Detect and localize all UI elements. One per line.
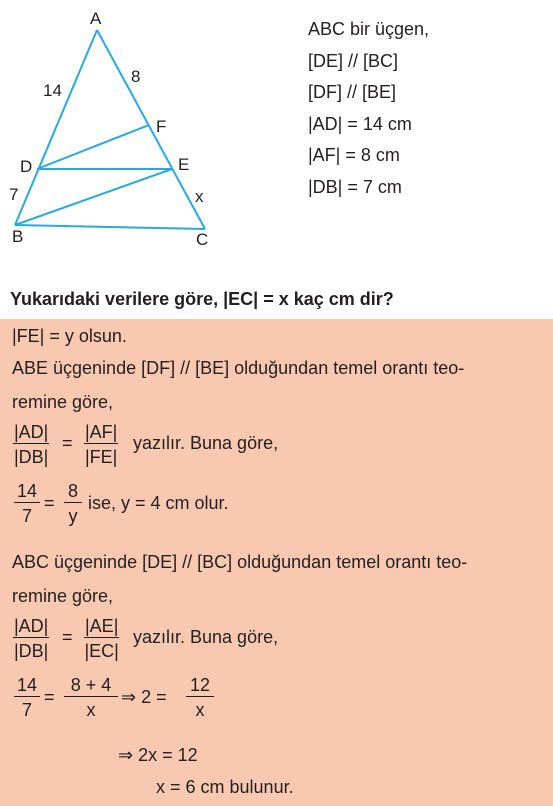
eq2-tail: ise, y = 4 cm olur. bbox=[88, 493, 229, 513]
eq3-fraction-right bbox=[84, 617, 119, 660]
eq3-fraction-left bbox=[13, 617, 49, 660]
eq2-numerator-left: 14 bbox=[14, 482, 40, 503]
para1-line2: remine göre, bbox=[12, 392, 114, 412]
eq3-numerator-left: |AD| bbox=[14, 616, 49, 636]
vertex-d-label: D bbox=[20, 157, 33, 176]
eq3-numerator-right: |AE| bbox=[85, 616, 119, 636]
eq4-implies: ⇒ 2 = bbox=[121, 687, 167, 707]
vertex-a-label: A bbox=[90, 9, 102, 28]
eq4-fraction-right bbox=[186, 676, 214, 719]
question-text: Yukarıdaki verilere göre, |EC| = x kaç cm dir? bbox=[10, 289, 394, 309]
given-4: |AD| = 14 cm bbox=[308, 113, 412, 134]
eq1-denominator-right: |FE| bbox=[85, 447, 118, 467]
para2-line1: ABC üçgeninde [DE] // [BC] olduğundan temel orantı teo- bbox=[12, 552, 468, 572]
eq1-numerator-left: |AD| bbox=[14, 422, 49, 442]
eq2-numerator-right: 8 bbox=[64, 482, 82, 503]
vertex-f-label: F bbox=[156, 117, 167, 136]
para1-line1: ABE üçgeninde [DF] // [BE] olduğundan temel orantı teo- bbox=[12, 358, 465, 378]
eq1-equals: = bbox=[62, 433, 73, 453]
eq4-denominator-left: 7 bbox=[21, 700, 32, 720]
given-1: ABC bir üçgen, bbox=[308, 19, 430, 39]
eq4-fraction-middle bbox=[64, 676, 118, 719]
eq1-denominator-left: |DB| bbox=[14, 447, 49, 467]
given-3: [DF] // [BE] bbox=[308, 82, 397, 103]
eq1-fraction-left bbox=[13, 423, 49, 466]
solution-panel bbox=[0, 319, 553, 806]
eq3-tail: yazılır. Buna göre, bbox=[133, 627, 279, 647]
vertex-e-label: E bbox=[178, 155, 190, 174]
eq4-denominator-middle: x bbox=[86, 700, 96, 720]
triangle-lines bbox=[15, 30, 205, 229]
eq2-fraction-right bbox=[64, 482, 82, 525]
eq3-denominator-left: |DB| bbox=[14, 641, 49, 661]
side-bc bbox=[15, 225, 205, 229]
eq4-numerator-middle: 8 + 4 bbox=[64, 676, 118, 697]
eq2-denominator-left: 7 bbox=[21, 506, 32, 526]
eq2-equals: = bbox=[44, 493, 55, 513]
length-af-label: 8 bbox=[131, 67, 141, 86]
eq3-equals: = bbox=[62, 627, 73, 647]
vertex-b-label: B bbox=[12, 227, 24, 246]
eq4-fraction-left bbox=[14, 676, 40, 719]
eq1-fraction-right bbox=[84, 423, 118, 466]
triangle-diagram bbox=[0, 0, 300, 255]
final-answer: x = 6 cm bulunur. bbox=[156, 777, 294, 797]
eq2-fraction-left bbox=[14, 482, 40, 525]
given-2: [DE] // [BC] bbox=[308, 50, 399, 71]
eq4-numerator-right: 12 bbox=[186, 676, 214, 697]
givens-list bbox=[308, 14, 429, 204]
eq2-denominator-right: y bbox=[68, 506, 78, 526]
side-ac bbox=[97, 30, 205, 229]
length-ad-label: 14 bbox=[43, 81, 62, 100]
side-ab bbox=[15, 30, 97, 225]
eq4-numerator-left: 14 bbox=[14, 676, 40, 697]
vertex-c-label: C bbox=[196, 230, 209, 249]
para2-line2: remine göre, bbox=[12, 586, 114, 606]
eq4-equals: = bbox=[44, 687, 55, 707]
given-5: |AF| = 8 cm bbox=[308, 145, 400, 166]
eq1-numerator-right: |AF| bbox=[85, 422, 118, 442]
length-ec-label: x bbox=[195, 187, 204, 206]
step-2x-equals-12: ⇒ 2x = 12 bbox=[118, 745, 198, 765]
eq1-tail: yazılır. Buna göre, bbox=[133, 433, 279, 453]
given-6: |DB| = 7 cm bbox=[308, 176, 402, 197]
eq3-denominator-right: |EC| bbox=[84, 641, 119, 661]
segment-be bbox=[15, 169, 172, 225]
length-db-label: 7 bbox=[9, 185, 19, 204]
let-line: |FE| = y olsun. bbox=[12, 326, 127, 346]
triangle-figure bbox=[0, 0, 300, 255]
eq4-denominator-right: x bbox=[195, 700, 205, 720]
